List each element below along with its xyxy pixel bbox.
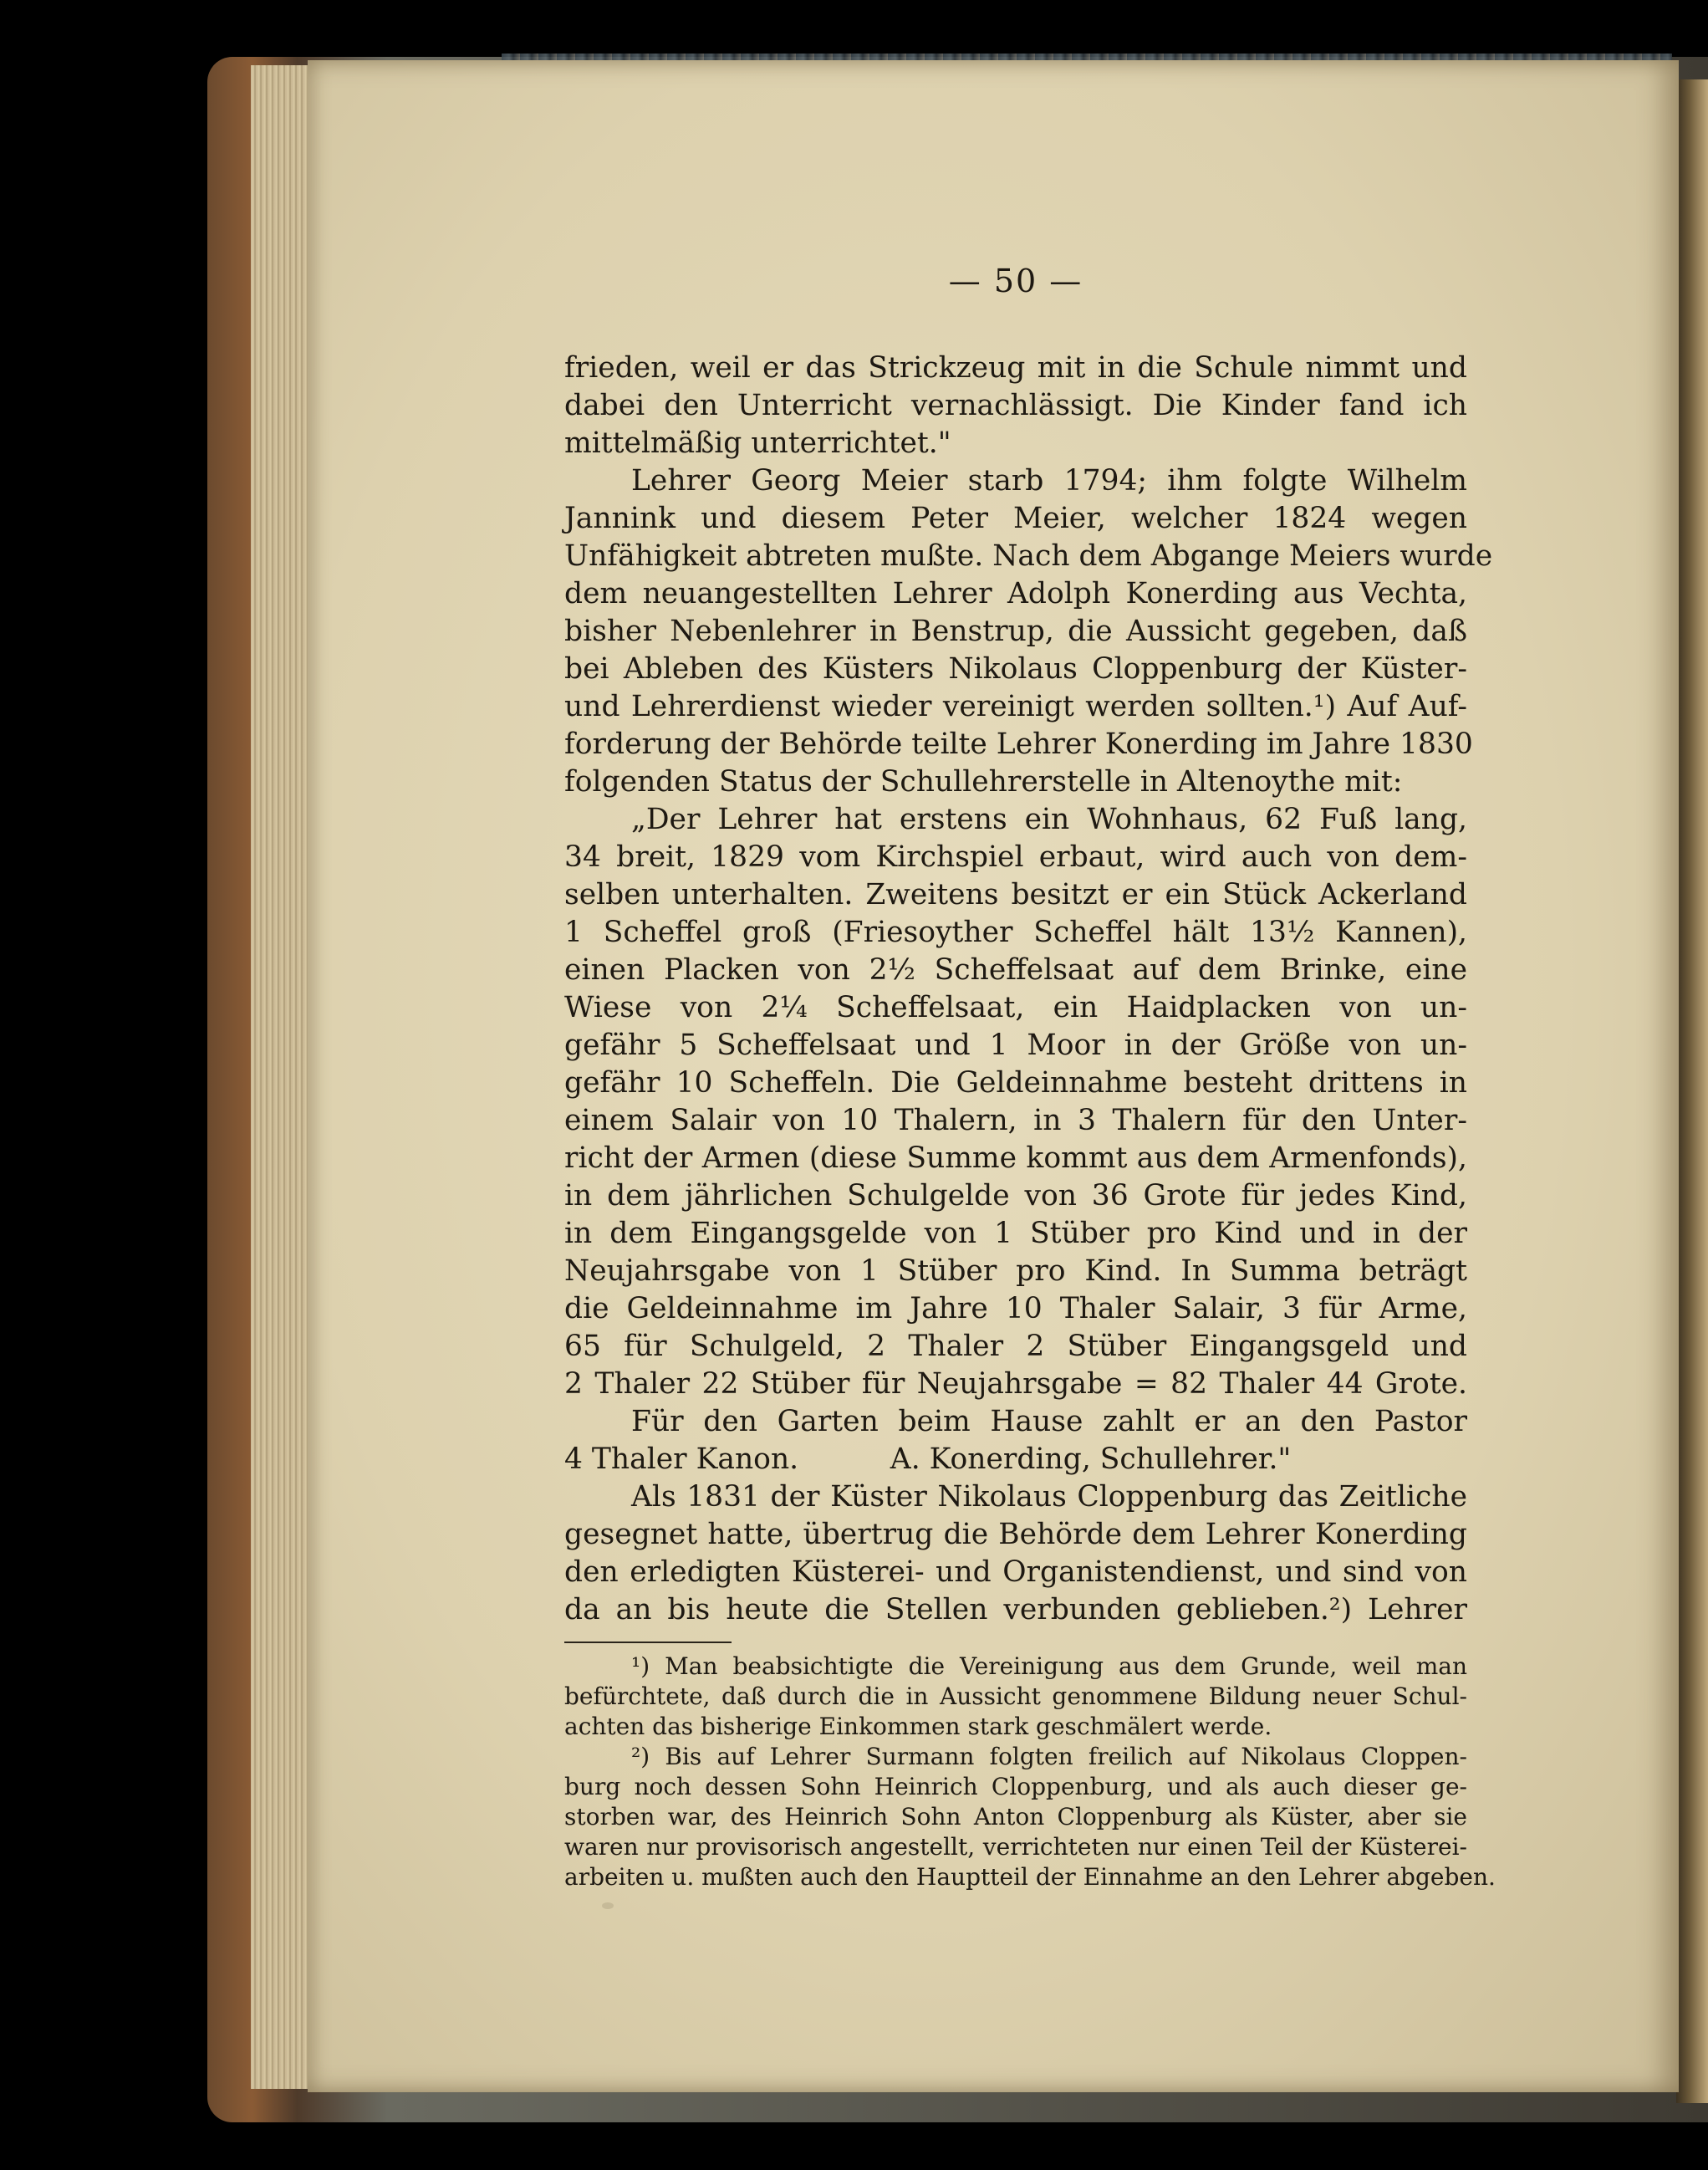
footnote-line: achten das bisherige Einkommen stark geschmälert werde. — [564, 1713, 1272, 1740]
footnote-line: ²) Bis auf Lehrer Surmann folgten freilich auf Nikolaus Cloppen- — [631, 1743, 1467, 1770]
body-line: den erledigten Küsterei- und Organistendienst, und sind von — [564, 1555, 1467, 1589]
footnote-line: waren nur provisorisch angestellt, verrichteten nur einen Teil der Küsterei- — [564, 1833, 1467, 1861]
footnote-line: storben war, des Heinrich Sohn Anton Cloppenburg als Küster, aber sie — [564, 1803, 1467, 1830]
body-line: Wiese von 2¼ Scheffelsaat, ein Haidplacken von un- — [564, 991, 1467, 1024]
body-line: 2 Thaler 22 Stüber für Neujahrsgabe = 82 Thaler 44 Grote. — [564, 1367, 1467, 1401]
body-line: dem neuangestellten Lehrer Adolph Konerding aus Vechta, — [564, 577, 1467, 610]
body-line: Lehrer Georg Meier starb 1794; ihm folgte Wilhelm — [631, 464, 1467, 498]
body-line: selben unterhalten. Zweitens besitzt er ein Stück Ackerland — [564, 878, 1467, 911]
body-line: in dem Eingangsgelde von 1 Stüber pro Kind und in der — [564, 1217, 1467, 1250]
footnote-line: ¹) Man beabsichtigte die Vereinigung aus dem Grunde, weil man — [631, 1652, 1467, 1680]
body-line: folgenden Status der Schullehrerstelle in Altenoythe mit: — [564, 765, 1403, 799]
body-line: bisher Nebenlehrer in Benstrup, die Aussicht gegeben, daß — [564, 615, 1467, 648]
next-page-edge — [1676, 79, 1708, 2103]
body-line: forderung der Behörde teilte Lehrer Konerding im Jahre 1830 — [564, 728, 1473, 761]
body-line: mittelmäßig unterrichtet." — [564, 426, 951, 460]
body-line: 34 breit, 1829 vom Kirchspiel erbaut, wird auch von dem- — [564, 840, 1467, 874]
body-line: einen Placken von 2½ Scheffelsaat auf dem Brinke, eine — [564, 953, 1467, 987]
body-line: da an bis heute die Stellen verbunden geblieben.²) Lehrer — [564, 1593, 1467, 1626]
body-line: „Der Lehrer hat erstens ein Wohnhaus, 62 Fuß lang, — [631, 803, 1467, 836]
body-line: Für den Garten beim Hause zahlt er an den Pastor — [631, 1405, 1467, 1438]
body-line: dabei den Unterricht vernachlässigt. Die Kinder fand ich — [564, 389, 1467, 422]
page-number: — 50 — — [948, 263, 1083, 299]
footnote-line: arbeiten u. mußten auch den Hauptteil der Einnahme an den Lehrer abgeben. — [564, 1863, 1496, 1891]
body-line: gefähr 5 Scheffelsaat und 1 Moor in der Größe von un- — [564, 1029, 1467, 1062]
footnote-rule — [564, 1642, 732, 1643]
body-line: gefähr 10 Scheffeln. Die Geldeinnahme besteht drittens in — [564, 1066, 1467, 1100]
footnote-line: burg noch dessen Sohn Heinrich Cloppenburg, und als auch dieser ge- — [564, 1773, 1467, 1800]
body-line: frieden, weil er das Strickzeug mit in die Schule nimmt und — [564, 351, 1467, 385]
body-line: und Lehrerdienst wieder vereinigt werden sollten.¹) Auf Auf- — [564, 690, 1467, 723]
body-line: gesegnet hatte, übertrug die Behörde dem Lehrer Konerding — [564, 1518, 1467, 1551]
body-line: 65 für Schulgeld, 2 Thaler 2 Stüber Eingangsgeld und — [564, 1330, 1467, 1363]
body-line: einem Salair von 10 Thalern, in 3 Thalern für den Unter- — [564, 1104, 1467, 1137]
paper-smudge — [602, 1902, 614, 1909]
body-line: 4 Thaler Kanon. A. Konerding, Schullehrer." — [564, 1442, 1292, 1476]
body-line: Jannink und diesem Peter Meier, welcher 1824 wegen — [564, 502, 1467, 535]
footnote-line: befürchtete, daß durch die in Aussicht genommene Bildung neuer Schul- — [564, 1682, 1467, 1710]
body-line: die Geldeinnahme im Jahre 10 Thaler Salair, 3 für Arme, — [564, 1292, 1467, 1325]
page-text — [564, 0, 1496, 2170]
body-line: richt der Armen (diese Summe kommt aus dem Armenfonds), — [564, 1141, 1467, 1175]
body-line: Unfähigkeit abtreten mußte. Nach dem Abgange Meiers wurde — [564, 539, 1493, 573]
body-line: bei Ableben des Küsters Nikolaus Cloppenburg der Küster- — [564, 652, 1467, 686]
body-line: in dem jährlichen Schulgelde von 36 Grote für jedes Kind, — [564, 1179, 1467, 1213]
body-line: Neujahrsgabe von 1 Stüber pro Kind. In Summa beträgt — [564, 1254, 1467, 1288]
body-line: 1 Scheffel groß (Friesoyther Scheffel hält 13½ Kannen), — [564, 916, 1467, 949]
body-line: Als 1831 der Küster Nikolaus Cloppenburg das Zeitliche — [631, 1480, 1467, 1514]
